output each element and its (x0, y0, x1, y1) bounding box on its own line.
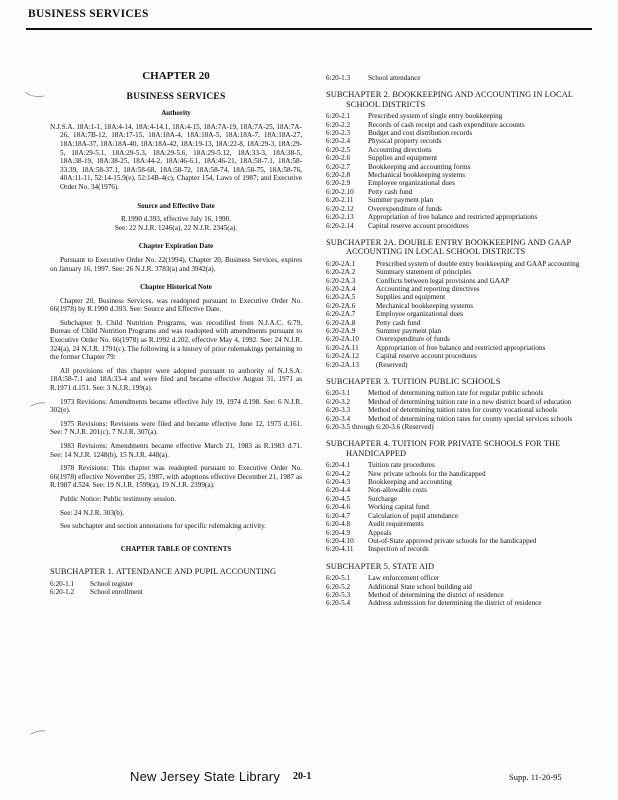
section-title: Capital reserve account procedures (376, 352, 477, 361)
subchapter-2-heading: SUBCHAPTER 2. BOOKKEEPING AND ACCOUNTING IN LOCAL SCHOOL DISTRICTS (326, 90, 573, 109)
section-number: 6:20-2.14 (326, 221, 354, 230)
toc-entry (326, 512, 588, 520)
section-title: Accounting and reporting directives (376, 284, 480, 293)
section-number: 6:20-2.9 (326, 179, 351, 188)
section-title: Capital reserve account procedures (368, 221, 469, 230)
section-number: 6:20-4.4 (326, 486, 351, 495)
toc-entry (326, 188, 588, 196)
section-number: 6:20-2.6 (326, 154, 351, 163)
section-number: 6:20-2.11 (326, 196, 354, 205)
page-number: 20-1 (293, 771, 312, 782)
section-number: 6:20-2A.1 (326, 259, 356, 268)
toc-entry (326, 146, 588, 154)
scan-mark-icon (30, 400, 46, 408)
supplement-date: Supp. 11-20-95 (509, 772, 562, 782)
history-paragraph: Public Notice: Public testimony session. (60, 494, 176, 503)
chapter-number: CHAPTER 20 (142, 70, 210, 82)
section-title: (Reserved) (376, 360, 408, 369)
section-title: Inspection of records (368, 545, 429, 554)
section-number: 6:20-1.1 (50, 579, 75, 588)
section-number: 6:20-2A.3 (326, 276, 356, 285)
toc-entry (50, 580, 302, 588)
section-title: Prescribed system of single entry bookkeeping (368, 112, 503, 121)
toc-entry (50, 588, 302, 596)
toc-entry (326, 268, 588, 276)
section-number: 6:20-2.1 (326, 112, 351, 121)
subchapter-4-list (326, 461, 588, 553)
section-title: Overexpenditure of funds (376, 335, 450, 344)
section-title: Records of cash receipt and cash expenditure accounts (368, 120, 525, 129)
toc-entry (326, 398, 588, 406)
toc-entry (326, 163, 588, 171)
section-title: Petty cash fund (368, 187, 413, 196)
library-stamp: New Jersey State Library (130, 769, 281, 784)
authority-text: N.J.S.A. 18A:1-1, 18A:4-14, 18A:4-14.1, 18A:4-15, 18A:7A-19, 18A:7A-25, 18A:7A-26, 18A:7B-12, 18A:17-15, 18A:18A-4, 18A:18A-5, 18A:18A-7, 18A:18A-27, 18A:18A-37, 18A:18A-40, 18A:18A-42, 18A:19-13, 18A:22-8, 18A:29-3, 18A:29-5, 18A:29-5.1, 18A:29-5.3, 18A:29-5.6, 18A:29-5.12, 18A:33-3, 18A:38-5, 18A:38-19, 18A:38-25, 18A:44-2, 18A:46-6.1, 18A:46-21, 18A:58-7.1, 18A:58-33.39, 18A:58-37.1, 18A:58-68, 18A:58-72, 18A:58-74, 18A:58-75, 18A:58-76, 40A:11-11, 52:14-15.9(e), 52:14B-4(c), Chapter 154, Laws of 1987; and Executive Order No. 34(1976). (50, 122, 302, 191)
toc-entry (326, 285, 588, 293)
section-title: Summary statement of principles (376, 268, 472, 277)
subchapter-2a-heading: SUBCHAPTER 2A. DOUBLE ENTRY BOOKKEEPING AND GAAP ACCOUNTING IN LOCAL SCHOOL DISTRICTS (326, 237, 571, 257)
section-number: 6:20-2.4 (326, 137, 351, 146)
section-title: Method of determining the district of residence (368, 590, 504, 599)
section-number: 6:20-2.5 (326, 145, 351, 154)
toc-entry (326, 591, 588, 599)
section-title: Method of determining tuition rate for regular public schools (368, 389, 544, 398)
toc-entry (326, 129, 588, 137)
section-title: Petty cash fund (376, 318, 421, 327)
toc-entry (326, 121, 588, 129)
section-number: 6:20-2A.2 (326, 268, 356, 277)
header-rule (26, 28, 592, 30)
history-paragraph: All provisions of this chapter were adopted pursuant to authority of N.J.S.A. 18A:58-7.1 and 18A:33-4 and were filed and became effective August 31, 1971 as R.1971 d.151. See: 3 N.J.R. 199(a). (50, 366, 302, 393)
section-title: Summer payment plan (376, 326, 442, 335)
scan-mark (30, 400, 46, 411)
section-number: 6:20-2.13 (326, 213, 354, 222)
section-number: 6:20-5.2 (326, 582, 351, 591)
section-title: Physical property records (368, 137, 442, 146)
section-number: 6:20-3.2 (326, 397, 351, 406)
section-title: Prescribed system of double entry bookkeeping and GAAP accounting (376, 259, 580, 268)
toc-entry (326, 495, 588, 503)
section-title: Appropriation of free balance and restricted appropriations (368, 213, 538, 222)
scan-mark-icon (30, 728, 46, 736)
toc-entry (326, 327, 588, 335)
toc-entry (326, 352, 588, 360)
section-title: Address submission for determining the district of residence (368, 599, 542, 608)
right-column (326, 74, 588, 608)
subchapter-1-heading: SUBCHAPTER 1. ATTENDANCE AND PUPIL ACCOUNTING (50, 567, 277, 577)
section-title: School attendance (368, 74, 421, 82)
toc-entry (326, 537, 588, 545)
toc-entry-reserved (326, 423, 588, 431)
section-number: 6:20-4.9 (326, 528, 351, 537)
section-title: School enrollment (90, 588, 143, 597)
section-number: 6:20-2.12 (326, 204, 354, 213)
toc-entry (326, 344, 588, 352)
source-line-2: See: 22 N.J.R. 1246(a), 22 N.J.R. 2345(a). (114, 223, 238, 232)
section-number: 6:20-4.1 (326, 461, 351, 470)
toc-entry (326, 406, 588, 414)
section-number: 6:20-4.10 (326, 536, 354, 545)
section-number: 6:20-3.4 (326, 414, 351, 423)
section-number: 6:20-2A.5 (326, 293, 356, 302)
scan-mark (24, 90, 46, 103)
toc-entry (326, 415, 588, 423)
section-number: 6:20-4.2 (326, 469, 351, 478)
toc-entry (326, 196, 588, 204)
subchapter-5-heading: SUBCHAPTER 5. STATE AID (326, 561, 435, 571)
toc-entry (326, 213, 588, 221)
section-number: 6:20-3.3 (326, 406, 351, 415)
chapter-name: BUSINESS SERVICES (126, 91, 226, 102)
toc-entry (326, 171, 588, 179)
subchapter-3-list (326, 389, 588, 423)
running-head: BUSINESS SERVICES (28, 8, 149, 20)
reserved-range: 6:20-3.5 through 6:20-3.6 (Reserved) (326, 423, 434, 432)
section-title: Tuition rate procedures (368, 461, 435, 470)
section-number: 6:20-2.3 (326, 129, 351, 138)
section-title: Method of determining tuition rates for county vocational schools (368, 406, 558, 415)
history-paragraph: 1973 Revisions: Amendments became effective July 19, 1974 d.198. See: 6 N.J.R. 302(e). (50, 397, 302, 415)
subchapter-2a-list (326, 260, 588, 369)
toc-entry (326, 389, 588, 397)
toc-entry (326, 470, 588, 478)
toc-entry (326, 154, 588, 162)
authority-heading: Authority (161, 109, 191, 118)
section-number: 6:20-4.6 (326, 503, 351, 512)
section-number: 6:20-2A.7 (326, 310, 356, 319)
toc-entry (326, 583, 588, 591)
toc-entry (326, 179, 588, 187)
toc-entry (326, 486, 588, 494)
section-title: Conflicts between legal provisions and GAAP (376, 276, 510, 285)
toc-entry (326, 310, 588, 318)
section-title: Bookkeeping and accounting (368, 478, 452, 487)
section-title: Working capital fund (368, 503, 429, 512)
source-line-1: R.1990 d.393, effective July 16, 1990. (120, 215, 232, 224)
section-number: 6:20-2A.6 (326, 301, 356, 310)
history-paragraph: 1975 Revisions: Revisions were filed and became effective June 12, 1975 d.161. See: 7 N.J.R. 201(c), 7 N.J.R. 307(a). (50, 419, 302, 437)
section-number: 6:20-4.8 (326, 520, 351, 529)
toc-entry (326, 293, 588, 301)
toc-entry (326, 302, 588, 310)
section-number: 6:20-3.1 (326, 389, 351, 398)
toc-entry (326, 137, 588, 145)
section-title: Out-of-State approved private schools for the handicapped (368, 536, 537, 545)
toc-entry (326, 599, 588, 607)
section-title: Overexpenditure of funds (368, 204, 442, 213)
toc-entry (326, 74, 588, 82)
scan-mark-icon (24, 90, 46, 100)
subchapter-5-list (326, 574, 588, 608)
toc-entry (326, 260, 588, 268)
section-number: 6:20-5.4 (326, 599, 351, 608)
section-number: 6:20-5.1 (326, 574, 351, 583)
toc-entry (326, 319, 588, 327)
toc-entry (326, 222, 588, 230)
expiration-heading: Chapter Expiration Date (138, 242, 214, 251)
toc-entry (326, 574, 588, 582)
section-number: 6:20-4.5 (326, 494, 351, 503)
history-paragraph: 1978 Revisions: This chapter was readopted pursuant to Executive Order No. 66(1978) effective November 25, 1987, with adoptions effective December 21, 1987 as R.1987 d.524. See: 19 N.J.R. 1599(a), 19 N.J.R. 2399(a). (50, 464, 302, 490)
history-paragraph: See subchapter and section annotations for specific rulemaking activity. (60, 522, 267, 531)
toc-entry (326, 461, 588, 469)
toc-entry (326, 503, 588, 511)
toc-entry (326, 361, 588, 369)
section-number: 6:20-2.8 (326, 171, 351, 180)
section-title: Supplies and equipment (368, 154, 438, 163)
section-title: Audit requirements (368, 520, 424, 529)
section-number: 6:20-2A.4 (326, 284, 356, 293)
section-number: 6:20-2.2 (326, 120, 351, 129)
section-number: 6:20-1.3 (326, 74, 351, 82)
history-paragraph: Chapter 20, Business Services, was readopted pursuant to Executive Order No. 66(1978) by R.1990 d.393. See: Source and Effective Date. (50, 296, 302, 314)
section-number: 6:20-2A.9 (326, 326, 356, 335)
section-title: Mechanical bookkeeping systems (376, 301, 474, 310)
section-number: 6:20-1.2 (50, 588, 75, 597)
subchapter-4-heading: SUBCHAPTER 4. TUITION FOR PRIVATE SCHOOLS FOR THE HANDICAPPED (326, 439, 561, 458)
section-title: School register (90, 579, 134, 588)
section-number: 6:20-2A.11 (326, 343, 359, 352)
section-title: Budget and cost distribution records (368, 129, 473, 138)
section-title: Law enforcement officer (368, 574, 440, 583)
toc-entry (326, 335, 588, 343)
section-number: 6:20-2A.13 (326, 360, 359, 369)
section-number: 6:20-2A.8 (326, 318, 356, 327)
section-number: 6:20-4.3 (326, 478, 351, 487)
section-title: Method of determining tuition rate in a new district board of education (368, 397, 572, 406)
section-title: Bookkeeping and accounting forms (368, 162, 471, 171)
toc-title: CHAPTER TABLE OF CONTENTS (120, 544, 232, 553)
toc-entry (326, 478, 588, 486)
section-title: Non-allowable costs (368, 486, 427, 495)
section-title: New private schools for the handicapped (368, 469, 486, 478)
history-paragraph: See: 24 N.J.R. 303(b). (60, 508, 125, 517)
section-title: Mechanical bookkeeping systems (368, 171, 466, 180)
toc-entry (326, 205, 588, 213)
section-title: Appeals (368, 528, 392, 537)
section-title: Appropriation of free balance and restricted appropriations (376, 343, 546, 352)
section-title: Employee organizational dues (368, 179, 455, 188)
section-number: 6:20-2.10 (326, 187, 354, 196)
section-number: 6:20-4.11 (326, 545, 354, 554)
left-column (50, 72, 302, 597)
section-number: 6:20-2A.12 (326, 352, 359, 361)
toc-entry (326, 529, 588, 537)
toc-entry (326, 277, 588, 285)
section-title: Accounting directions (368, 145, 432, 154)
section-title: Additional State school building aid (368, 582, 472, 591)
toc-entry (326, 545, 588, 553)
toc-entry (326, 520, 588, 528)
history-paragraph: Subchapter 9, Child Nutrition Programs, was recodified from N.J.A.C. 6:79, Bureau of Child Nutrition Programs and was readopted with amendments pursuant to Executive Order No. 66(1978) as R.1992 d.202, effective May 4, 1992. See: 24 N.J.R. 324(a), 24 N.J.R. 1791(c). The following is a history of prior rulemakings pertaining to the former Chapter 79: (50, 318, 302, 362)
history-paragraph: 1983 Revisions: Amendments became effective March 21, 1983 as R.1983 d.71. See: 14 N.J.R. 1248(b), 15 N.J.R. 440(a). (50, 442, 302, 459)
subchapter-3-heading: SUBCHAPTER 3. TUITION PUBLIC SCHOOLS (326, 377, 501, 386)
section-title: Calculation of pupil attendance (368, 511, 459, 520)
scan-mark (30, 728, 46, 739)
section-title: Surcharge (368, 494, 398, 503)
history-heading: Chapter Historical Note (140, 283, 212, 292)
section-title: Employee organizational dues (376, 310, 463, 319)
section-number: 6:20-2.7 (326, 162, 351, 171)
expiration-text: Pursuant to Executive Order No. 22(1994), Chapter 20, Business Services, expires on January 16, 1997. See: 26 N.J.R. 3783(a) and 3942(a). (50, 255, 302, 273)
section-number: 6:20-5.3 (326, 590, 351, 599)
section-number: 6:20-4.7 (326, 511, 351, 520)
section-title: Supplies and equipment (376, 293, 446, 302)
section-number: 6:20-2A.10 (326, 335, 359, 344)
subchapter-2-list (326, 112, 588, 230)
toc-entry (326, 112, 588, 120)
source-heading: Source and Effective Date (137, 201, 215, 210)
section-title: Summer payment plan (368, 196, 434, 205)
section-title: Method of determining tuition rates for county special services schools (368, 414, 573, 423)
